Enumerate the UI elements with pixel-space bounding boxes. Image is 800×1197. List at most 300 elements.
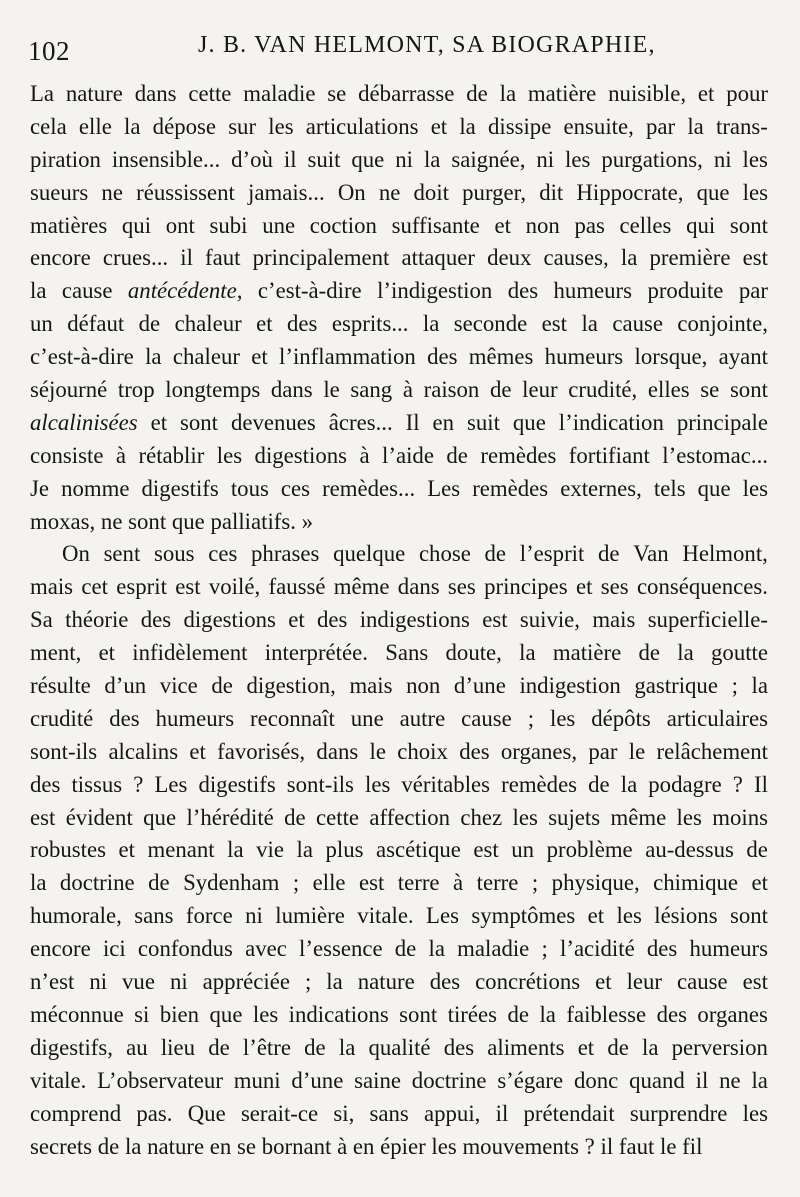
word: perversion [671,1034,768,1060]
text-line [30,900,768,933]
word: humeurs [544,344,624,370]
word: à [453,870,464,896]
word: pas. [136,1100,173,1126]
word: mais [349,673,393,699]
text-line [30,769,768,802]
word: On [337,179,366,205]
word: séjourné [30,377,108,403]
text-line [30,670,768,703]
word: quand [629,1067,685,1093]
word: c’est-à-dire [30,344,134,370]
word: de [588,771,610,797]
word: produite [647,278,724,304]
word: surprendre [629,1100,728,1126]
word: il [695,1067,709,1093]
word: est [541,311,567,337]
word: la [687,113,704,139]
word: la [296,837,313,863]
word: la [30,278,47,304]
word: dans [316,738,359,764]
word: sent [103,541,141,567]
word: Hippocrate, [576,179,684,205]
word: les [565,146,591,172]
word: Sydenham [183,870,280,896]
word: que [512,409,546,435]
text-line [30,966,768,999]
word: robustes [30,837,106,863]
word: vitale. [30,1067,87,1093]
word: de [484,541,507,567]
text-line [30,538,768,571]
word: ayant [718,344,768,370]
word: la [620,771,638,797]
word: ? [584,1133,595,1159]
word: remèdes [501,771,578,797]
word: nature [65,81,123,106]
word: l’indication [558,409,664,435]
text-line [30,999,768,1032]
word: une [262,212,296,238]
word: sont-ils [30,738,98,764]
word: ni [245,903,263,929]
word: ici [102,936,126,962]
text-line [30,275,768,308]
word: tirées [447,1001,498,1027]
word: coction [309,212,377,238]
word: ses [447,574,476,600]
word: jamais... [248,179,325,205]
word: qui [121,212,152,238]
word: ne [378,179,401,205]
word: de [446,442,468,468]
word: de [489,377,512,403]
word: mouvements [462,1133,579,1159]
word: des [459,738,490,764]
word: l’essence [299,936,383,962]
word: l’estomac... [662,442,768,468]
word: moxas, [30,508,96,534]
word: celles [619,212,672,238]
word: un [511,837,535,863]
word: qui [686,212,716,238]
word: muni [233,1067,281,1093]
word: ses [600,574,629,600]
word: maladie [243,81,316,106]
word: véritables [401,771,491,797]
word: n’est [30,969,75,995]
word: antécédente, [127,278,243,304]
word: les [742,1100,768,1126]
word: crudité, [568,377,638,403]
word: de [598,541,620,567]
word: lésions [654,903,718,929]
word: » [301,508,314,534]
word: goutte [711,640,768,666]
word: aliments [487,1034,565,1060]
word: Les [426,903,459,929]
word: dépose [152,113,216,139]
word: la [620,245,638,271]
word: devenues [230,409,316,435]
word: faussé [268,574,326,600]
word: les [549,705,576,731]
text-line [30,308,768,341]
word: âcres... [328,409,393,435]
word: est [742,245,768,271]
word: de [284,804,306,830]
word: dit [539,179,564,205]
text-line [30,473,768,506]
word: longtemps [165,377,261,403]
word: attaquer [401,245,475,271]
word: remèdes... [322,475,416,501]
word: sans [369,1100,409,1126]
word: de [394,936,417,962]
word: cause [61,278,113,304]
word: théorie [65,607,129,633]
word: alcalins [108,738,179,764]
word: sont [128,508,167,534]
word: et [256,311,273,337]
word: la [499,81,517,106]
word: la [751,1067,768,1093]
word: est [359,870,385,896]
word: le [323,377,340,403]
text-line [30,571,768,604]
word: Sa [30,607,53,633]
word: articulations [305,113,419,139]
word: On [62,541,90,567]
word: de [304,1034,326,1060]
word: bornant [261,1133,332,1159]
word: matière [552,640,622,666]
word: la [519,640,536,666]
word: comprend [30,1100,122,1126]
word: fil [682,1133,703,1159]
word: seconde [453,311,528,337]
text-line [30,177,768,210]
word: vie [256,837,284,863]
word: les [742,146,768,172]
word: d’une [453,673,506,699]
word: infidèlement [132,640,248,666]
word: sont [729,377,768,403]
word: nature [147,1133,205,1159]
word: organes [697,1001,768,1027]
word: de [507,1001,529,1027]
word: dans [134,81,177,106]
word: l’inflammation [279,344,416,370]
word: reconnaît [250,705,335,731]
word: de [208,1034,230,1060]
word: insensible... [111,146,221,172]
word: causes, [543,245,609,271]
word: et [697,81,715,106]
word: ? [133,771,144,797]
word: digestions [183,607,276,633]
word: même [610,804,667,830]
word: les [216,442,243,468]
word: remèdes [480,442,557,468]
word: fortifiant [568,442,650,468]
word: leur [522,377,558,403]
word: trop [117,377,155,403]
word: que [696,179,730,205]
word: qualité [368,1034,431,1060]
word: débarrasse [358,81,455,106]
word: subi [209,212,248,238]
word: sans [134,903,174,929]
word: sont-ils [286,771,354,797]
word: ni [169,969,188,995]
word: est [482,607,508,633]
text-line [30,341,768,374]
word: ; [304,969,312,995]
word: concrétions [475,969,581,995]
word: remèdes [472,475,549,501]
word: la [459,113,476,139]
word: Que [187,1100,226,1126]
word: à [402,377,413,403]
word: elle [78,113,112,139]
word: podagre [648,771,722,797]
running-title: J. B. VAN HELMONT, SA BIOGRAPHIE, [198,32,656,58]
word: les [742,475,768,501]
word: phrases [251,541,320,567]
word: les [676,804,702,830]
word: prétendait [523,1100,615,1126]
word: est [473,837,499,863]
word: sous [153,541,195,567]
word: indications [288,1001,389,1027]
word: La [30,81,55,106]
body-text [30,78,768,1163]
word: purgations, [601,146,703,172]
word: donc [573,1067,619,1093]
word: encore [30,245,91,271]
word: ; [527,705,535,731]
word: maladie [457,936,530,962]
word: des [646,936,678,962]
word: Il [405,409,420,435]
text-line [30,933,768,966]
word: sont [729,903,768,929]
word: de [138,311,161,337]
word: le [628,738,646,764]
word: est [742,969,768,995]
word: digestifs, [30,1034,113,1060]
word: ni [395,146,413,172]
word: raison [423,377,480,403]
word: Van [633,541,669,567]
word: des [427,344,458,370]
word: confondus [137,936,233,962]
word: et [494,212,511,238]
word: évident [65,804,133,830]
word: l’indigestion [377,278,493,304]
word: à [115,442,127,468]
word: mais [30,574,74,600]
word: menant [147,837,215,863]
word: l’acidité [560,936,635,962]
word: Helmont, [682,541,768,567]
word: autre [399,705,446,731]
word: la [423,146,441,172]
text-line [30,111,768,144]
word: le [660,1133,677,1159]
word: les [512,804,538,830]
word: matière [527,81,597,106]
word: que [697,475,731,501]
word: en [209,1133,232,1159]
word: sujets [548,804,601,830]
word: la [539,1001,556,1027]
word: vue [122,969,155,995]
word: sont [399,1001,438,1027]
word: palliatifs. [210,508,296,534]
word: et [189,738,206,764]
word: la [124,1133,142,1159]
word: il [180,245,193,271]
word: appréciée [202,969,290,995]
word: quelque [333,541,406,567]
word: les [268,113,294,139]
text-line [30,440,768,473]
word: conjointe, [677,311,768,337]
word: l’esprit [519,541,585,567]
word: des [443,1034,475,1060]
word: des [507,278,539,304]
word: c’est-à-dire [257,278,362,304]
word: suffisante [391,212,480,238]
word: encore [30,936,91,962]
word: il [495,1100,509,1126]
word: chose [418,541,471,567]
word: des [30,771,61,797]
paragraph [30,78,768,538]
word: ? [732,771,743,797]
word: par [738,278,768,304]
word: bien [159,1001,200,1027]
word: la [227,837,244,863]
word: relâchement [656,738,768,764]
word: digestion, [246,673,336,699]
word: doit [413,179,449,205]
word: nature [357,969,415,995]
word: de [211,673,233,699]
word: et [251,344,268,370]
text-line [30,867,768,900]
text-line [30,802,768,835]
word: la [428,936,445,962]
word: la [422,311,440,337]
word: crudité [30,705,94,731]
word: épier [380,1133,426,1159]
word: des [656,1001,687,1027]
word: et [430,113,448,139]
word: esprits... [331,311,409,337]
word: lorsque, [634,344,708,370]
word: digestions [254,442,348,468]
word: et [118,837,135,863]
word: alcalinisées [30,409,138,435]
word: chaleur [174,311,242,337]
word: défaut [67,311,125,337]
word: si, [333,1100,355,1126]
text-line [30,506,768,539]
text-line [30,1032,768,1065]
word: l’hérédité [186,804,274,830]
word: que [351,146,385,172]
word: ni [536,146,555,172]
word: ces [280,475,311,501]
word: ne [719,1067,741,1093]
word: choix [397,738,448,764]
word: ; [731,673,738,699]
word: s’égare [497,1067,564,1093]
word: cause [461,705,512,731]
text-line [30,736,768,769]
word: humorale, [30,903,122,929]
word: ces [208,541,238,567]
word: la [581,311,598,337]
word: de [607,1034,629,1060]
word: tous [230,475,269,501]
word: faut [618,1133,655,1159]
word: conséquences. [636,574,768,600]
word: rétablir [138,442,205,468]
word: ascétique [376,837,461,863]
page-number: 102 [28,36,70,66]
word: en [432,409,455,435]
word: suivie, [519,607,580,633]
word: non [406,673,441,699]
word: résulte [30,673,91,699]
word: de [638,640,661,666]
word: interprétée. [264,640,368,666]
word: la [751,673,768,699]
word: vice [159,673,198,699]
word: purger, [462,179,527,205]
word: il [283,146,297,172]
text-line [30,210,768,243]
word: favorisés, [217,738,306,764]
word: humeurs [689,936,768,962]
word: ; [541,936,548,962]
word: ensuite, [563,113,634,139]
word: dans [397,574,440,600]
word: L’observateur [97,1067,223,1093]
word: chaleur [172,344,240,370]
word: digestifs [141,475,219,501]
word: ni [713,146,732,172]
word: Sans [385,640,429,666]
word: et [595,969,612,995]
word: le [369,738,386,764]
word: organes, [500,738,578,764]
word: que [143,804,177,830]
word: elle [312,870,346,896]
text-line [30,1131,768,1164]
word: principes [484,574,568,600]
word: dissipe [488,113,552,139]
word: symptômes [471,903,576,929]
word: articulaires [666,705,768,731]
word: Je [30,475,49,501]
word: trans- [715,113,768,139]
word: que [209,1001,243,1027]
text-line [30,604,768,637]
